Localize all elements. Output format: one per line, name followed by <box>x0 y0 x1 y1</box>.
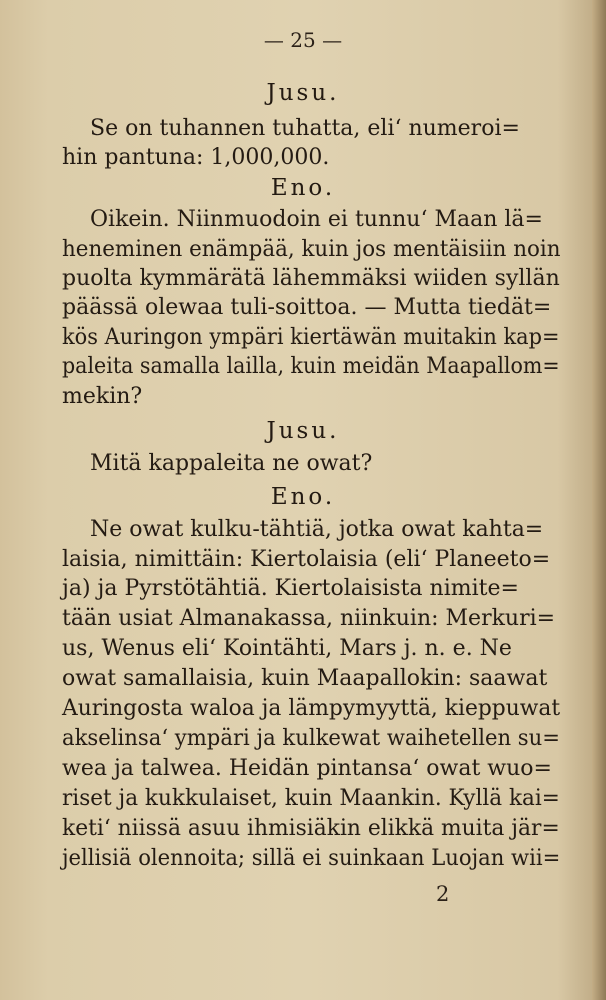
text-line: mekin? <box>62 384 143 409</box>
text-line: jellisiä olennoita; sillä ei suinkaan Luojan wii= <box>62 846 561 871</box>
text-line: riset ja kukkulaiset, kuin Maankin. Kyllä kai= <box>62 786 560 811</box>
text-line: wea ja talwea. Heidän pintansa‘ owat wuo= <box>62 756 552 781</box>
speaker-heading: Eno. <box>270 175 336 201</box>
text-line: Mitä kappaleita ne owat? <box>90 451 373 476</box>
text-line: Oikein. Niinmuodoin ei tunnu‘ Maan lä= <box>90 207 543 232</box>
text-line: Ne owat kulku-tähtiä, jotka owat kahta= <box>90 517 544 542</box>
text-line: Auringosta waloa ja lämpymyyttä, kieppuwat <box>62 696 561 721</box>
text-line: kös Auringon ympäri kiertäwän muitakin kap= <box>62 325 560 350</box>
text-line: ja) ja Pyrstötähtiä. Kiertolaisista nimite= <box>62 576 519 601</box>
text-line: paleita samalla lailla, kuin meidän Maapallom= <box>62 354 560 379</box>
text-line: hin pantuna: 1,000,000. <box>62 145 330 170</box>
text-line: puolta kymmärätä lähemmäksi wiiden syllän <box>62 266 560 291</box>
text-line: heneminen enämpää, kuin jos mentäisiin noin <box>62 237 561 262</box>
text-line: laisia, nimittäin: Kiertolaisia (eli‘ Planeeto= <box>62 547 551 572</box>
text-line: us, Wenus eli‘ Kointähti, Mars j. n. e. Ne <box>62 636 512 661</box>
speaker-heading: Jusu. <box>266 80 340 106</box>
text-line: päässä olewaa tuli-soittoa. — Mutta tiedät= <box>62 295 552 320</box>
speaker-heading: Eno. <box>270 484 336 510</box>
text-line: keti‘ niissä asuu ihmisiäkin elikkä muita jär= <box>62 816 560 841</box>
text-line: Se on tuhannen tuhatta, eli‘ numeroi= <box>90 116 520 141</box>
text-line: tään usiat Almanakassa, niinkuin: Merkuri= <box>62 606 556 631</box>
text-line: akselinsa‘ ympäri ja kulkewat waihetellen su= <box>62 726 560 751</box>
speaker-heading: Jusu. <box>266 418 340 444</box>
page-number: — 25 — <box>263 28 343 52</box>
text-line: owat samallaisia, kuin Maapallokin: saawat <box>62 666 548 691</box>
printer-signature-mark: 2 <box>436 882 450 906</box>
